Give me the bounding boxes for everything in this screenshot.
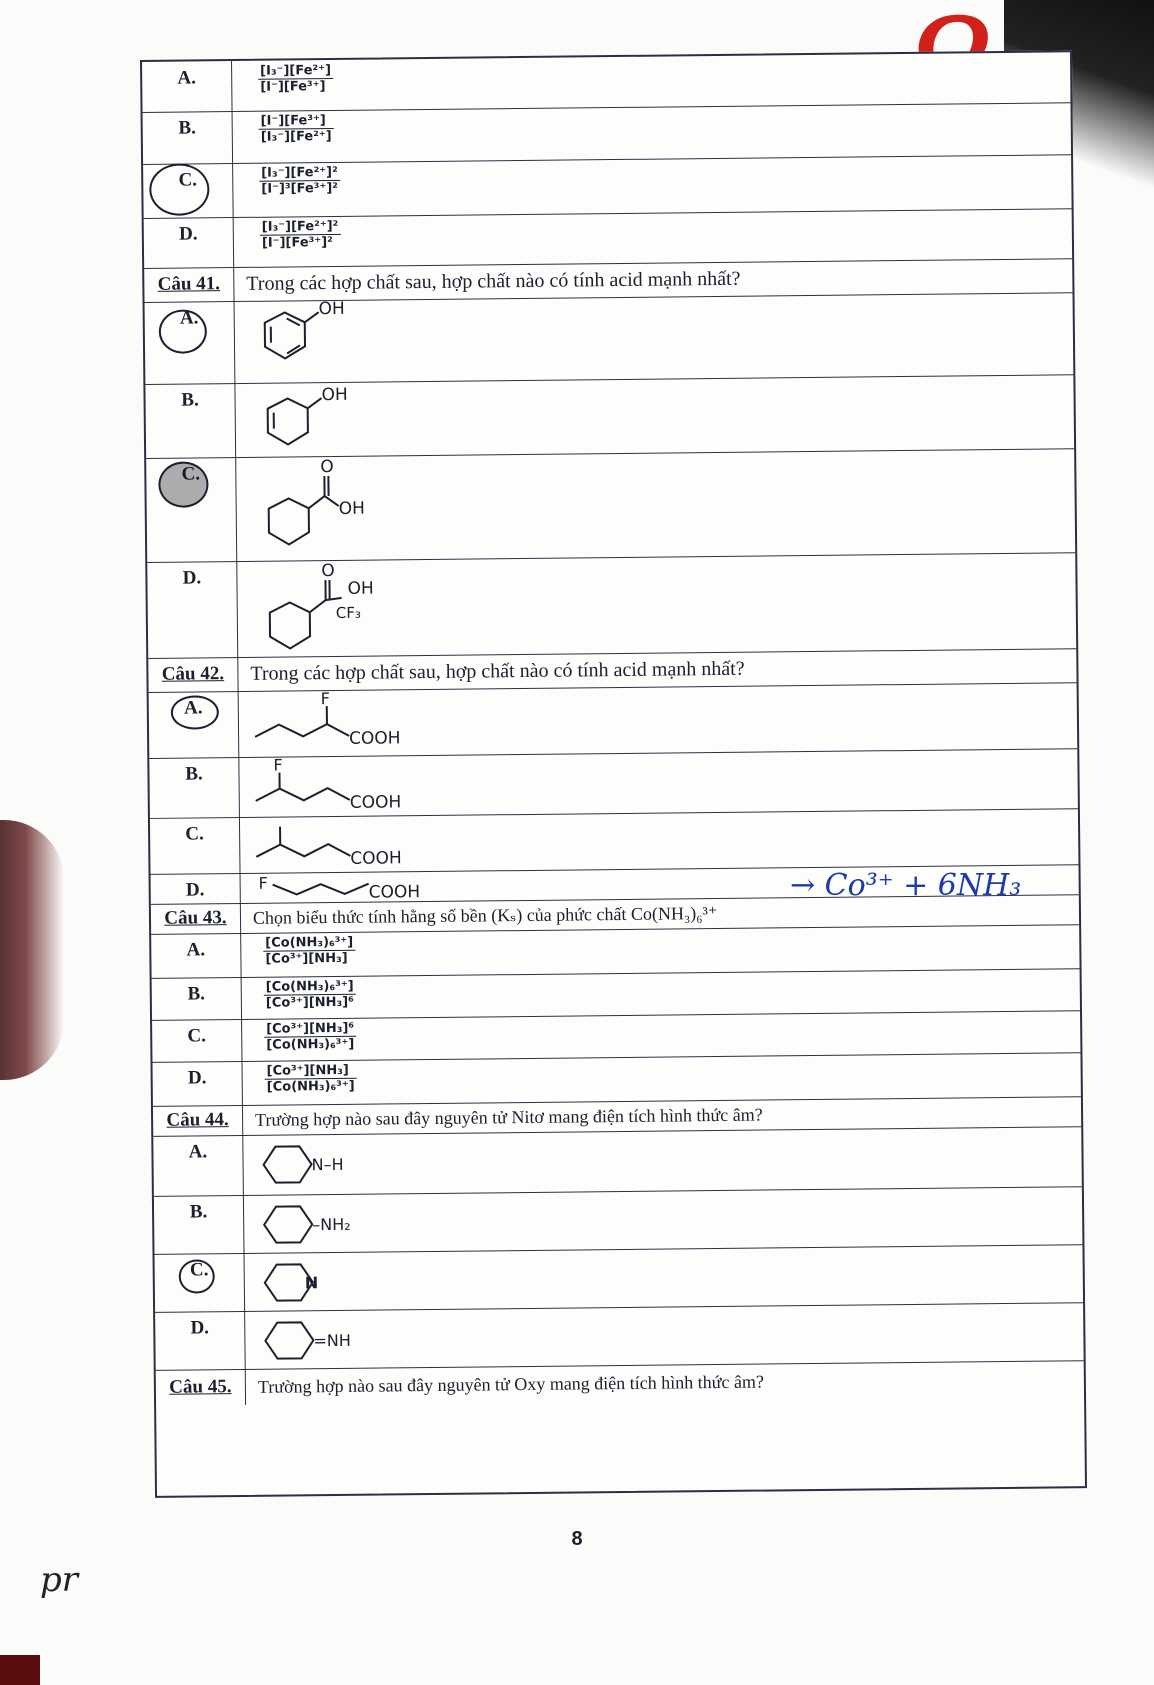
option-label: D. bbox=[144, 217, 235, 268]
fraction: $\frac{\text{[I₃⁻][Fe²⁺]}}{\text{[I⁻][Fe³⁺]}}$ bbox=[258, 63, 333, 95]
fraction: $\frac{\text{[Co³⁺][NH₃]⁶}}{\text{[Co(NH₃)₆³⁺]}}$ bbox=[266, 1020, 355, 1053]
svg-text:F: F bbox=[320, 689, 330, 709]
option-label: A. bbox=[153, 1135, 244, 1196]
question-label: Câu 42. bbox=[148, 657, 238, 692]
question-text: Trong các hợp chất sau, hợp chất nào có tính acid mạnh nhất? bbox=[246, 267, 741, 295]
piperidide-anion-structure bbox=[254, 1251, 455, 1311]
phenol-structure bbox=[245, 299, 406, 383]
option-label: A. bbox=[145, 301, 236, 384]
exam-table bbox=[140, 50, 1087, 1498]
fraction: $\frac{\text{[Co(NH₃)₆³⁺]}}{\text{[Co³⁺][NH₃]}}$ bbox=[263, 935, 355, 967]
option-label: A. bbox=[142, 61, 233, 112]
question-text: Chọn biểu thức tính hằng số bền (Kₛ) của phức chất Co(NH₃)₆³⁺ bbox=[252, 902, 718, 928]
svg-text:COOH: COOH bbox=[368, 882, 421, 903]
option-label: B. bbox=[152, 977, 242, 1020]
svg-text:OH: OH bbox=[318, 298, 345, 320]
option-label: D. bbox=[151, 873, 241, 904]
fraction: $\frac{\text{[Co³⁺][NH₃]}}{\text{[Co(NH₃)₆³⁺]}}$ bbox=[266, 1062, 355, 1095]
question-label: Câu 45. bbox=[156, 1369, 246, 1406]
question-label: Câu 41. bbox=[144, 267, 234, 302]
scan-shadow-bottom-left bbox=[0, 1655, 40, 1685]
svg-text:F: F bbox=[258, 873, 268, 893]
q41-option-b bbox=[145, 374, 1074, 459]
svg-text:OH: OH bbox=[321, 384, 348, 406]
option-label: D. bbox=[147, 561, 238, 658]
q44-option-c bbox=[155, 1244, 1084, 1313]
blue-handwritten-note: → Co³⁺ + 6NH₃ bbox=[790, 868, 1022, 903]
piperidine-structure bbox=[253, 1133, 454, 1195]
bottom-left-scribble: pr bbox=[40, 1560, 79, 1600]
fraction: $\frac{\text{[Co(NH₃)₆³⁺]}}{\text{[Co³⁺][NH₃]⁶}}$ bbox=[265, 978, 354, 1011]
question-text: Trường hợp nào sau đây nguyên tử Oxy mang điện tích hình thức âm? bbox=[257, 1371, 765, 1397]
svg-text:OH: OH bbox=[338, 498, 365, 519]
option-label: C. bbox=[150, 817, 241, 874]
answer-scribble bbox=[158, 461, 208, 508]
4-fluoropentanoic-acid-structure bbox=[249, 755, 450, 817]
page-number: 8 bbox=[571, 1528, 583, 1550]
trifluoro-hydroxy-ketone-structure bbox=[247, 559, 448, 657]
svg-text:N: N bbox=[304, 1273, 319, 1293]
question-text: Trường hợp nào sau đây nguyên tử Nitơ mang điện tích hình thức âm? bbox=[254, 1104, 763, 1130]
svg-text:CF₃: CF₃ bbox=[335, 603, 362, 622]
svg-text:O: O bbox=[321, 560, 335, 582]
question-label: Câu 43. bbox=[151, 903, 241, 934]
scan-shadow-left bbox=[0, 820, 64, 1080]
svg-text:OH: OH bbox=[347, 578, 374, 599]
option-label: C. bbox=[152, 1019, 242, 1062]
option-label: B. bbox=[149, 757, 240, 818]
cyclohexenol-structure bbox=[245, 381, 406, 457]
option-label: B. bbox=[154, 1195, 245, 1254]
cyclohexanimine-structure bbox=[255, 1309, 456, 1369]
q44-option-b bbox=[154, 1186, 1083, 1255]
option-label: A. bbox=[149, 691, 240, 758]
5-fluoropentanoic-acid-structure bbox=[251, 871, 451, 903]
svg-text:=NH: =NH bbox=[313, 1330, 351, 1351]
svg-text:O: O bbox=[320, 456, 334, 478]
q42-option-a bbox=[149, 682, 1078, 759]
question-label: Câu 44. bbox=[153, 1105, 243, 1136]
cyclohexanecarboxylic-acid-structure bbox=[246, 455, 427, 561]
svg-text:COOH: COOH bbox=[349, 728, 401, 749]
q42-option-b bbox=[149, 748, 1078, 819]
option-label: D. bbox=[155, 1311, 246, 1370]
option-label: C. bbox=[146, 457, 237, 562]
cyclohexylamine-structure bbox=[254, 1193, 455, 1253]
q41-option-d bbox=[147, 552, 1076, 659]
option-label: C. bbox=[155, 1253, 246, 1312]
option-label: C. bbox=[143, 163, 234, 218]
q41-option-c bbox=[146, 448, 1075, 563]
option-label: B. bbox=[143, 111, 234, 164]
fraction: $\frac{\text{[I₃⁻][Fe²⁺]²}}{\text{[I⁻][Fe³⁺]²}}$ bbox=[260, 219, 341, 251]
svg-text:COOH: COOH bbox=[349, 792, 402, 813]
q44-option-d bbox=[155, 1302, 1084, 1371]
option-label: A. bbox=[151, 933, 241, 978]
fraction: $\frac{\text{[I₃⁻][Fe²⁺]²}}{\text{[I⁻]³[Fe³⁺]²}}$ bbox=[261, 164, 339, 197]
answer-circle bbox=[179, 1259, 215, 1293]
q44-option-a bbox=[153, 1126, 1082, 1197]
fraction: $\frac{\text{[I⁻][Fe³⁺]}}{\text{[I₃⁻][Fe²⁺]}}$ bbox=[260, 113, 332, 145]
4-methylpentanoic-acid-structure bbox=[250, 815, 451, 873]
svg-text:COOH: COOH bbox=[350, 848, 402, 869]
svg-text:–NH₂: –NH₂ bbox=[312, 1214, 351, 1235]
svg-text:F: F bbox=[273, 755, 283, 775]
q41-option-a bbox=[145, 292, 1074, 385]
svg-text:N–H: N–H bbox=[311, 1154, 344, 1175]
question-text: Trong các hợp chất sau, hợp chất nào có tính acid mạnh nhất? bbox=[250, 657, 745, 685]
2-fluoropentanoic-acid-structure bbox=[249, 689, 450, 757]
option-label: D. bbox=[152, 1061, 242, 1106]
option-label: B. bbox=[145, 383, 236, 458]
